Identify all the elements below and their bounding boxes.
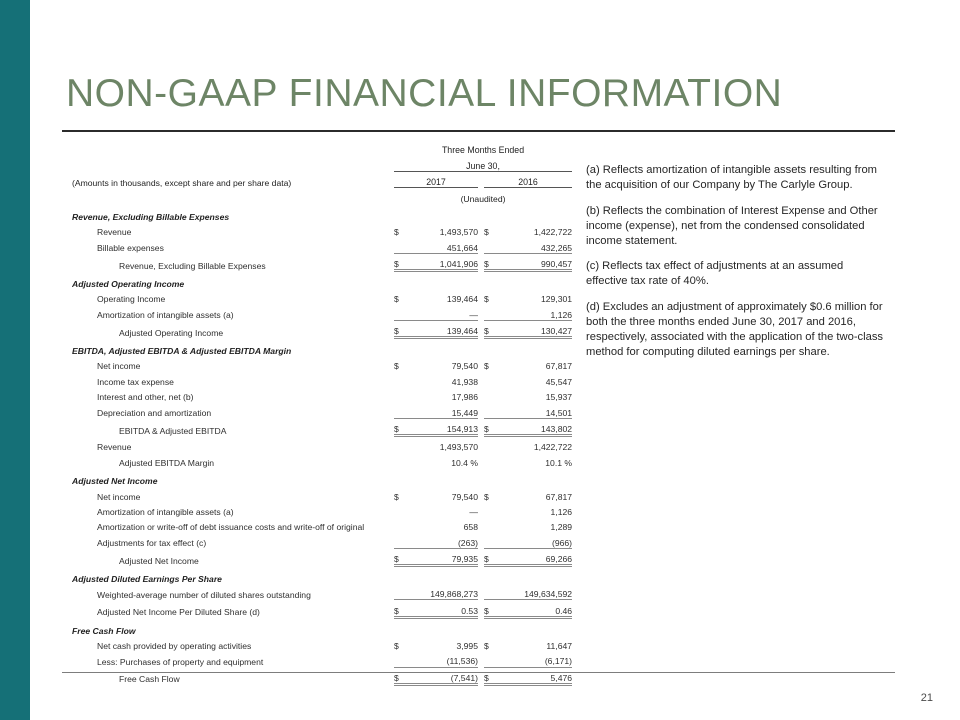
empty-cell	[394, 271, 408, 289]
empty-cell	[484, 566, 498, 584]
footer-divider-rule	[62, 672, 895, 673]
header-row-unaudited	[72, 188, 572, 204]
page-number: 21	[920, 692, 933, 704]
empty-cell	[408, 566, 478, 584]
footnote-item: (a) Reflects amortization of intangible assets resulting from the acquisition of our Company by The Carlyle Group.	[586, 164, 878, 191]
empty-cell	[498, 338, 572, 356]
row-label: Adjustments for tax effect (c)	[97, 538, 207, 549]
row-label: Revenue, Excluding Billable Expenses	[72, 211, 230, 222]
value-2017: 15,449	[408, 402, 478, 418]
row-label: Income tax expense	[97, 376, 174, 387]
currency-symbol-2017: $	[394, 667, 408, 684]
empty-cell	[484, 271, 498, 289]
currency-symbol-2017: $	[394, 600, 408, 617]
row-label: Depreciation and amortization	[97, 408, 212, 419]
currency-symbol-2016: $	[484, 667, 498, 684]
header-amounts-note: (Amounts in thousands, except share and per share data)	[72, 177, 292, 188]
row-label: Adjusted Net Income	[72, 476, 158, 487]
currency-symbol-2017: $	[394, 227, 399, 238]
currency-symbol-2016	[484, 584, 498, 600]
value-2017: (11,536)	[408, 651, 478, 667]
value-2017: 10.4 %	[451, 457, 478, 468]
currency-symbol-2016	[484, 452, 498, 467]
row-label: Billable expenses	[97, 243, 164, 254]
value-2016: 1,422,722	[533, 227, 573, 238]
non-gaap-financial-table	[72, 140, 572, 686]
currency-symbol-2017	[394, 584, 408, 600]
empty-cell	[498, 271, 572, 289]
value-2016: 11,647	[546, 641, 573, 652]
row-label: Adjusted Operating Income	[119, 327, 224, 338]
table-row	[72, 371, 572, 386]
currency-symbol-2017: $	[394, 491, 399, 502]
row-label: Weighted-average number of diluted shares outstanding	[97, 589, 311, 600]
currency-symbol-2016	[484, 532, 498, 548]
currency-symbol-2016	[484, 402, 498, 418]
table-row	[72, 253, 572, 270]
value-2016: 69,266	[498, 548, 572, 565]
header-row-group	[72, 140, 572, 155]
value-2017: 17,986	[451, 392, 478, 403]
left-accent-bar	[0, 0, 30, 720]
row-label: EBITDA & Adjusted EBITDA	[119, 425, 227, 436]
row-label: Net income	[97, 361, 141, 372]
value-2016: 432,265	[498, 237, 572, 253]
currency-symbol-2016	[484, 387, 498, 402]
value-2017: (7,541)	[408, 667, 478, 684]
empty-cell	[394, 617, 408, 635]
empty-cell	[484, 338, 498, 356]
row-label: Free Cash Flow	[119, 674, 180, 685]
currency-symbol-2017: $	[394, 641, 399, 652]
empty-cell	[394, 468, 408, 486]
value-2016: 10.1 %	[545, 457, 573, 468]
currency-symbol-2016: $	[484, 418, 498, 435]
table-row	[72, 237, 572, 253]
title-divider-rule	[62, 130, 895, 132]
value-2017: 0.53	[408, 600, 478, 617]
value-2017: (263)	[408, 532, 478, 548]
table-row	[72, 566, 572, 584]
table-row	[72, 356, 572, 371]
row-label: Revenue	[97, 442, 132, 453]
value-2016: (966)	[498, 532, 572, 548]
table-row	[72, 402, 572, 418]
empty-cell	[408, 271, 478, 289]
currency-symbol-2016: $	[484, 294, 489, 305]
table-row	[72, 222, 572, 237]
value-2016: 45,547	[545, 376, 573, 387]
value-2016: 1,126	[550, 506, 573, 517]
empty-cell	[408, 617, 478, 635]
value-2016: 1,422,722	[533, 442, 573, 453]
header-three-months-ended: Three Months Ended	[441, 145, 525, 156]
currency-symbol-2017	[394, 502, 408, 517]
empty-cell	[498, 468, 572, 486]
value-2017: 139,464	[408, 320, 478, 337]
currency-symbol-2017	[394, 651, 408, 667]
currency-symbol-2017	[394, 452, 408, 467]
table-row	[72, 617, 572, 635]
value-2016: 1,126	[498, 304, 572, 320]
currency-symbol-2016: $	[484, 491, 489, 502]
row-label: Revenue	[97, 227, 132, 238]
table-row	[72, 548, 572, 565]
header-row-years	[72, 171, 572, 187]
page-title: NON-GAAP FINANCIAL INFORMATION	[66, 72, 783, 115]
currency-symbol-2017	[394, 436, 408, 453]
value-2017: 139,464	[446, 294, 478, 305]
footnote-item: (d) Excludes an adjustment of approximately $0.6 million for both the three months ended June 30, 2017 and 2016, respectively, associated with the application of the two-class method for computing diluted earnings per share.	[586, 301, 884, 358]
value-2016: 130,427	[498, 320, 572, 337]
table-row	[72, 532, 572, 548]
value-2017: 79,540	[451, 361, 478, 372]
currency-symbol-2017: $	[394, 548, 408, 565]
row-label: Free Cash Flow	[72, 625, 136, 636]
table-row	[72, 436, 572, 453]
currency-symbol-2017	[394, 387, 408, 402]
table-row	[72, 502, 572, 517]
currency-symbol-2017: $	[394, 418, 408, 435]
table-row	[72, 584, 572, 600]
currency-symbol-2017: $	[394, 361, 399, 372]
value-2017: —	[469, 506, 478, 517]
table-row	[72, 289, 572, 304]
footnotes-panel	[586, 163, 886, 371]
row-label: Net income	[97, 491, 141, 502]
currency-symbol-2017: $	[394, 320, 408, 337]
value-2017: —	[408, 304, 478, 320]
header-june-30: June 30,	[394, 155, 572, 171]
value-2016: 143,802	[498, 418, 572, 435]
table-body	[72, 204, 572, 685]
table-row	[72, 636, 572, 651]
empty-cell	[394, 204, 408, 222]
row-label: Adjusted Operating Income	[72, 279, 185, 289]
table-row	[72, 204, 572, 222]
row-label: Amortization or write-off of debt issuance costs and write-off of original	[97, 522, 365, 533]
row-label: Operating Income	[97, 294, 166, 305]
currency-symbol-2016	[484, 517, 498, 532]
currency-symbol-2016: $	[484, 253, 498, 270]
table-row	[72, 418, 572, 435]
non-gaap-table-container	[72, 140, 572, 686]
value-2017: 451,664	[408, 237, 478, 253]
header-year-2017: 2017	[394, 171, 478, 187]
empty-cell	[484, 468, 498, 486]
table-row	[72, 651, 572, 667]
currency-symbol-2016	[484, 371, 498, 386]
table-row	[72, 667, 572, 684]
currency-symbol-2016: $	[484, 227, 489, 238]
footnote-item: (c) Reflects tax effect of adjustments at an assumed effective tax rate of 40%.	[586, 260, 844, 288]
row-label: Amortization of intangible assets (a)	[97, 310, 234, 321]
currency-symbol-2017	[394, 532, 408, 548]
row-label: Adjusted EBITDA Margin	[119, 457, 215, 468]
currency-symbol-2016	[484, 436, 498, 453]
value-2016: 67,817	[545, 361, 573, 372]
header-row-subtitle	[72, 155, 572, 171]
header-unaudited: (Unaudited)	[460, 193, 506, 204]
value-2016: 14,501	[498, 402, 572, 418]
row-label: Less: Purchases of property and equipment	[97, 656, 264, 667]
value-2016: 1,289	[550, 522, 573, 533]
empty-cell	[408, 338, 478, 356]
value-2017: 79,935	[408, 548, 478, 565]
footnote-item: (b) Reflects the combination of Interest Expense and Other income (expense), net from the condensed consolidated income statement.	[586, 204, 878, 247]
row-label: Adjusted Net Income Per Diluted Share (d)	[97, 607, 260, 618]
currency-symbol-2016: $	[484, 641, 489, 652]
row-label: Revenue, Excluding Billable Expenses	[119, 260, 266, 271]
row-label: Amortization of intangible assets (a)	[97, 506, 234, 517]
empty-cell	[394, 338, 408, 356]
table-row	[72, 468, 572, 486]
table-row	[72, 387, 572, 402]
empty-cell	[484, 204, 498, 222]
empty-cell	[394, 566, 408, 584]
value-2016: 149,634,592	[498, 584, 572, 600]
value-2017: 1,493,570	[439, 227, 478, 238]
currency-symbol-2017	[394, 304, 408, 320]
currency-symbol-2017	[394, 402, 408, 418]
table-row	[72, 452, 572, 467]
currency-symbol-2016	[484, 502, 498, 517]
value-2016: (6,171)	[498, 651, 572, 667]
currency-symbol-2016: $	[484, 361, 489, 372]
currency-symbol-2017	[394, 371, 408, 386]
table-row	[72, 304, 572, 320]
empty-cell	[484, 617, 498, 635]
row-label: EBITDA, Adjusted EBITDA & Adjusted EBITDA Margin	[72, 346, 292, 357]
value-2017: 149,868,273	[408, 584, 478, 600]
value-2017: 1,041,906	[408, 253, 478, 270]
empty-cell	[498, 617, 572, 635]
value-2016: 5,476	[498, 667, 572, 684]
value-2016: 0.46	[498, 600, 572, 617]
value-2017: 154,913	[408, 418, 478, 435]
table-row	[72, 600, 572, 617]
currency-symbol-2017: $	[394, 253, 408, 270]
value-2016: 15,937	[545, 392, 573, 403]
header-year-2016: 2016	[484, 171, 572, 187]
table-header	[72, 140, 572, 204]
table-row	[72, 271, 572, 289]
currency-symbol-2016	[484, 304, 498, 320]
currency-symbol-2016	[484, 651, 498, 667]
value-2017: 79,540	[451, 491, 478, 502]
table-row	[72, 517, 572, 532]
empty-cell	[408, 468, 478, 486]
currency-symbol-2016: $	[484, 320, 498, 337]
empty-cell	[498, 566, 572, 584]
value-2017: 658	[463, 522, 478, 533]
currency-symbol-2017	[394, 237, 408, 253]
row-label: Adjusted Diluted Earnings Per Share	[72, 574, 222, 585]
currency-symbol-2016: $	[484, 600, 498, 617]
row-label: Adjusted Net Income	[119, 555, 199, 566]
currency-symbol-2017: $	[394, 294, 399, 305]
table-row	[72, 338, 572, 356]
row-label: Net cash provided by operating activities	[97, 641, 252, 652]
empty-cell	[408, 204, 478, 222]
value-2017: 1,493,570	[439, 442, 478, 453]
table-row	[72, 320, 572, 337]
empty-cell	[498, 204, 572, 222]
currency-symbol-2017	[394, 517, 408, 532]
currency-symbol-2016: $	[484, 548, 498, 565]
row-label: Interest and other, net (b)	[97, 392, 194, 403]
value-2017: 41,938	[451, 376, 478, 387]
table-row	[72, 486, 572, 501]
currency-symbol-2016	[484, 237, 498, 253]
value-2016: 990,457	[498, 253, 572, 270]
value-2017: 3,995	[456, 641, 478, 652]
value-2016: 129,301	[540, 294, 573, 305]
value-2016: 67,817	[545, 491, 573, 502]
